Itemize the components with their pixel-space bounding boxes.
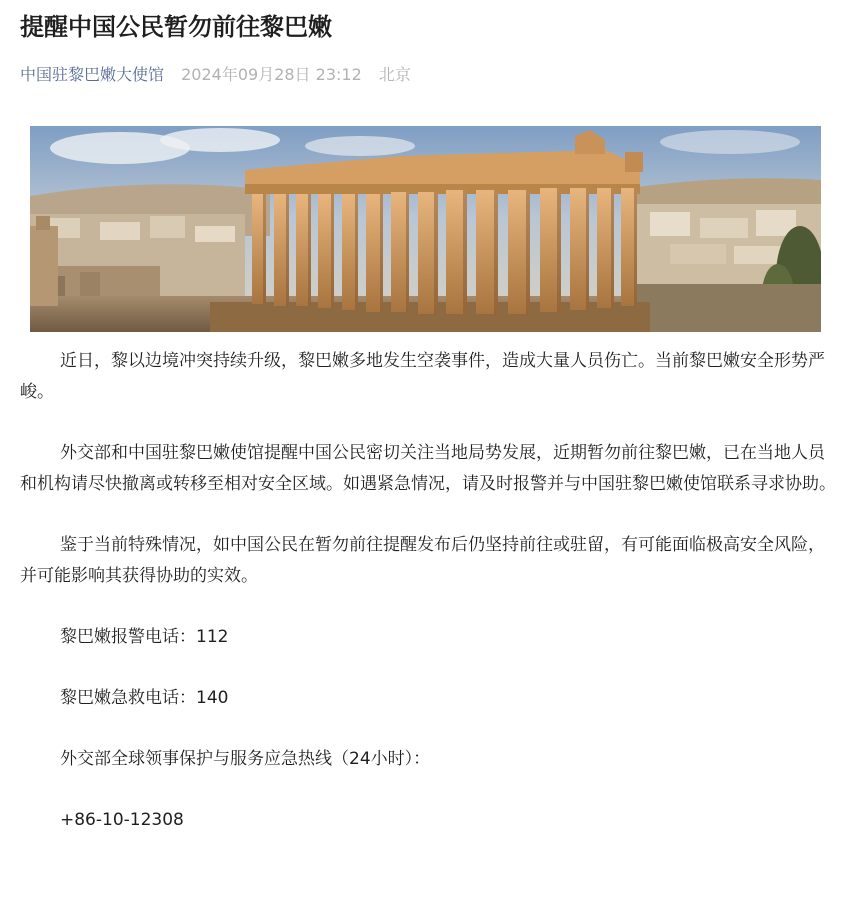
publish-location: 北京 bbox=[378, 65, 411, 84]
body-paragraph: 外交部和中国驻黎巴嫩使馆提醒中国公民密切关注当地局势发展，近期暂勿前往黎巴嫩，已在当地人员和机构请尽快撤离或转移至相对安全区域。如遇紧急情况，请及时报警并与中国驻黎巴嫩使馆联系寻求协助。 bbox=[20, 443, 836, 494]
consular-hotline-label: 外交部全球领事保护与服务应急热线（24小时）： bbox=[60, 749, 431, 769]
body-paragraph: 鉴于当前特殊情况，如中国公民在暂勿前往提醒发布后仍坚持前往或驻留，有可能面临极高安全风险，并可能影响其获得协助的实效。 bbox=[20, 535, 825, 586]
consular-hotline-number: +86-10-12308 bbox=[60, 810, 184, 830]
hero-image-temple-ruins bbox=[30, 126, 821, 332]
article-meta bbox=[20, 62, 411, 88]
police-phone: 黎巴嫩报警电话：112 bbox=[60, 627, 229, 647]
article-title: 提醒中国公民暂勿前往黎巴嫩 bbox=[20, 13, 332, 41]
publish-datetime: 2024年09月28日 23:12 bbox=[181, 65, 362, 84]
account-name-link[interactable]: 中国驻黎巴嫩大使馆 bbox=[20, 65, 165, 84]
ambulance-phone: 黎巴嫩急救电话：140 bbox=[60, 688, 229, 708]
article-body bbox=[20, 346, 836, 866]
body-paragraph: 近日，黎以边境冲突持续升级，黎巴嫩多地发生空袭事件，造成大量人员伤亡。当前黎巴嫩安全形势严峻。 bbox=[20, 351, 825, 402]
